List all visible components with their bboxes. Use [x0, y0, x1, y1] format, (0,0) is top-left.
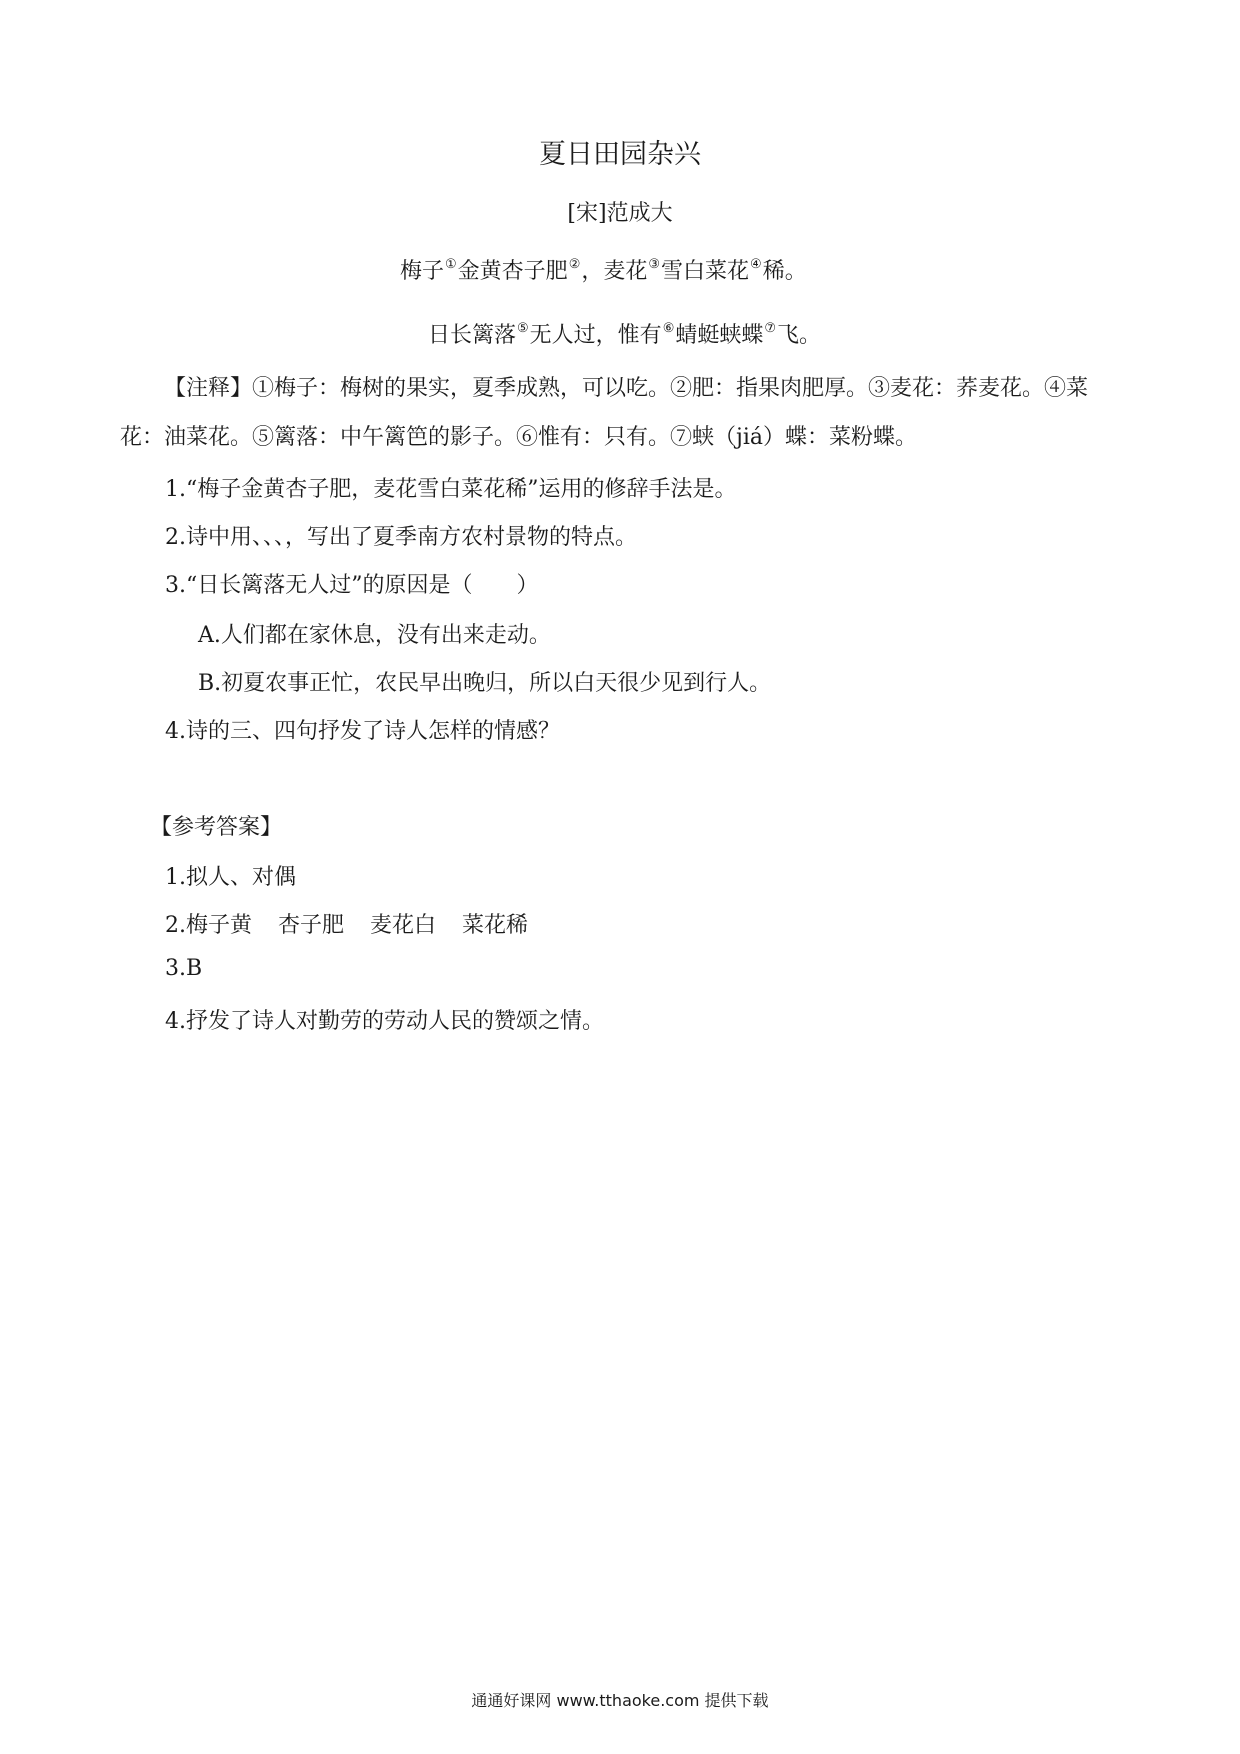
page-title: 夏日田园杂兴: [539, 139, 701, 170]
footnote-mark: ②: [568, 257, 581, 272]
footnote-mark: ④: [750, 257, 762, 272]
poem-text: 金黄杏子肥: [457, 259, 568, 284]
poem-author: [宋]范成大: [567, 201, 673, 226]
question-2: 2.诗中用、、、，写出了夏季南方农村景物的特点。: [165, 525, 637, 550]
poem-text: 稀。: [762, 259, 807, 284]
footnote-mark: ①: [445, 257, 457, 272]
answer-2-item: 麦花白: [370, 913, 437, 938]
poem-text: ，麦花: [581, 259, 648, 284]
question-4: 4.诗的三、四句抒发了诗人怎样的情感？: [165, 719, 560, 744]
answer-1: 1.拟人、对偶: [165, 865, 296, 890]
answer-3: 3.B: [165, 956, 203, 981]
poem-text: 蜻蜓蛱蝶: [675, 323, 764, 348]
footnote-mark: ⑦: [764, 321, 777, 336]
answer-4: 4.抒发了诗人对勤劳的劳动人民的赞颂之情。: [165, 1009, 604, 1034]
poem-text: 雪白菜花: [661, 259, 750, 284]
poem-line-2: [428, 318, 821, 349]
answers-heading: 【参考答案】: [150, 815, 283, 840]
footnote-mark: ⑥: [662, 321, 675, 336]
question-3: 3.“日长篱落无人过”的原因是（ ）: [165, 573, 539, 598]
poem-text: 梅子: [400, 259, 445, 284]
footer-watermark: 通通好课网 www.tthaoke.com 提供下载: [471, 1691, 769, 1710]
poem-text: 日长篱落: [428, 323, 517, 348]
poem-text: 飞。: [777, 323, 822, 348]
answer-2: [165, 908, 528, 939]
answer-2-item: 杏子肥: [278, 913, 345, 938]
answer-2-item: 2.梅子黄: [165, 913, 252, 938]
footnote-mark: ⑤: [517, 321, 529, 336]
poem-text: 无人过，惟有: [529, 323, 662, 348]
question-1: 1.“梅子金黄杏子肥，麦花雪白菜花稀”运用的修辞手法是。: [165, 477, 737, 502]
poem-line-1: [400, 254, 807, 285]
footnote-mark: ③: [648, 257, 661, 272]
annotations: 【注释】①梅子：梅树的果实，夏季成熟，可以吃。②肥：指果肉肥厚。③麦花：荞麦花。④菜花：油菜花。⑤篱落：中午篱笆的影子。⑥惟有：只有。⑦蛱（jiá）蝶：菜粉蝶。: [120, 376, 1089, 450]
question-3-option-b: B.初夏农事正忙，农民早出晚归，所以白天很少见到行人。: [198, 671, 772, 696]
answer-2-item: 菜花稀: [462, 913, 529, 938]
question-3-option-a: A.人们都在家休息，没有出来走动。: [198, 623, 551, 648]
